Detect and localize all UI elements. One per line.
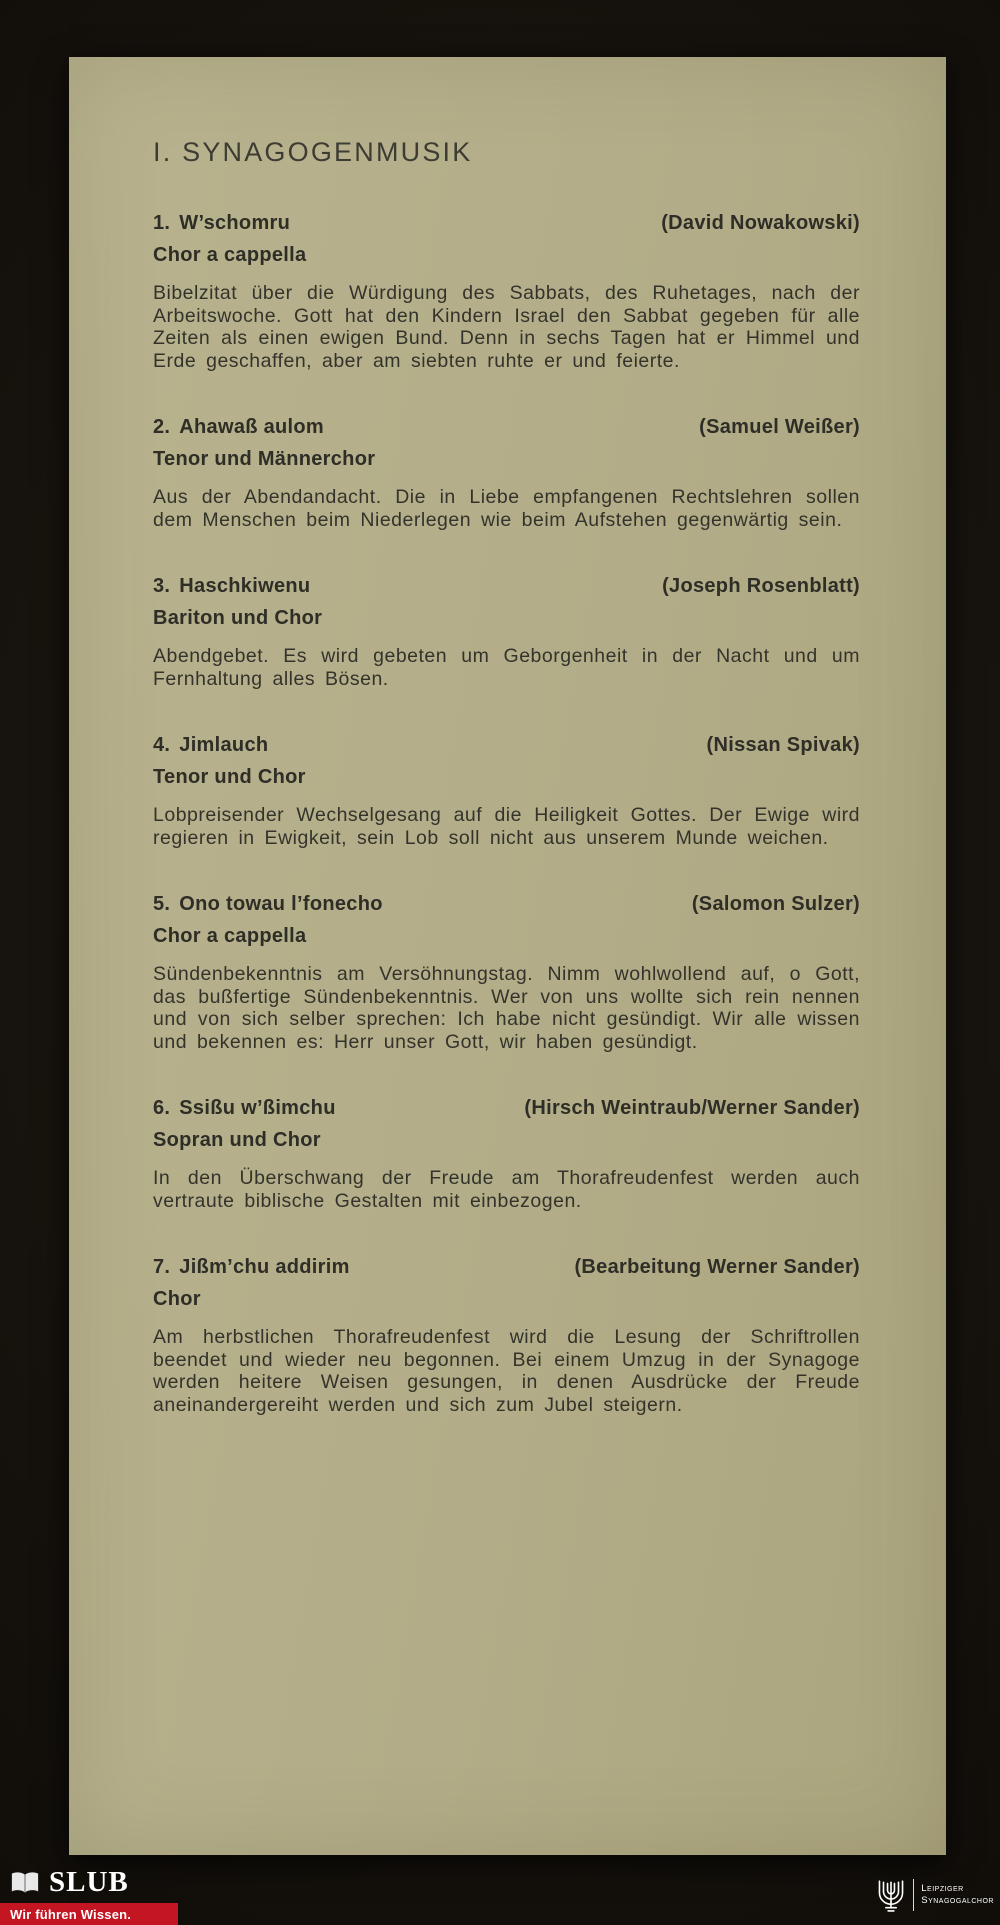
program-item — [153, 416, 860, 531]
item-header — [153, 1097, 860, 1120]
slub-logo — [10, 1866, 129, 1899]
logo-divider — [913, 1879, 914, 1911]
item-title: Ahawaß aulom — [179, 416, 325, 438]
item-header — [153, 416, 860, 439]
item-header — [153, 212, 860, 235]
item-title: Jimlauch — [179, 734, 269, 756]
item-number: 4. — [153, 734, 171, 756]
item-description: Sündenbekenntnis am Versöhnungstag. Nimm wohlwollend auf, o Gott, das bußfertige Sündenbekenntnis. Wer von uns wollte sich rein nennen und von sich selber sprechen: Ich habe nicht gesündigt. Wir alle wissen und bekennen es: Herr unser Gott, wir haben gesündigt. — [153, 963, 860, 1053]
item-description: Bibelzitat über die Würdigung des Sabbats, des Ruhetages, nach der Arbeitswoche. Gott hat den Kindern Israel den Sabbat gegeben für alle Zeiten als einen ewigen Bund. Denn in sechs Tagen hat er Himmel und Erde geschaffen, aber am siebten ruhte er und feierte. — [153, 282, 860, 372]
program-item — [153, 893, 860, 1053]
slub-tagline: Wir führen Wissen. — [10, 1906, 132, 1922]
item-performers: Chor — [153, 1288, 201, 1310]
item-number-title — [153, 212, 290, 235]
item-header — [153, 575, 860, 598]
item-composer: (Nissan Spivak) — [706, 734, 860, 756]
item-description: Abendgebet. Es wird gebeten um Geborgenheit in der Nacht und um Fernhaltung alles Bösen. — [153, 645, 860, 690]
choir-logo — [876, 1877, 994, 1913]
item-number: 7. — [153, 1256, 171, 1278]
program-item — [153, 734, 860, 849]
item-number: 1. — [153, 212, 171, 234]
item-composer: (Salomon Sulzer) — [691, 893, 860, 915]
item-number-title — [153, 416, 324, 439]
item-composer: (Bearbeitung Werner Sander) — [574, 1256, 860, 1278]
program-item — [153, 1256, 860, 1416]
item-description: In den Überschwang der Freude am Thorafreudenfest werden auch vertraute biblische Gestalten mit einbezogen. — [153, 1167, 860, 1212]
page-title: I. SYNAGOGENMUSIK — [153, 137, 473, 167]
item-description: Lobpreisender Wechselgesang auf die Heiligkeit Gottes. Der Ewige wird regieren in Ewigkeit, sein Lob soll nicht aus unserem Munde weichen. — [153, 804, 860, 849]
item-performers: Sopran und Chor — [153, 1129, 321, 1151]
item-performers: Chor a cappella — [153, 925, 307, 947]
choir-name — [921, 1883, 994, 1908]
item-number: 2. — [153, 416, 171, 438]
item-number: 6. — [153, 1097, 171, 1119]
item-performers: Bariton und Chor — [153, 607, 323, 629]
item-number-title — [153, 734, 268, 757]
item-performers: Tenor und Männerchor — [153, 448, 376, 470]
item-number-title — [153, 893, 383, 916]
slub-tagline-bar — [0, 1903, 178, 1925]
slub-wordmark: SLUB — [49, 1866, 129, 1898]
item-description: Aus der Abendandacht. Die in Liebe empfangenen Rechtslehren sollen dem Menschen beim Niederlegen wie beim Aufstehen gegenwärtig sein. — [153, 486, 860, 531]
item-title: Haschkiwenu — [179, 575, 311, 597]
item-title: Ssißu w’ßimchu — [179, 1097, 336, 1119]
item-performers: Tenor und Chor — [153, 766, 306, 788]
program-item — [153, 1097, 860, 1212]
item-title: W’schomru — [179, 212, 291, 234]
program-item — [153, 212, 860, 372]
item-number-title — [153, 575, 310, 598]
item-performers: Chor a cappella — [153, 244, 307, 266]
menorah-icon — [876, 1877, 906, 1913]
item-composer: (Samuel Weißer) — [699, 416, 860, 438]
item-title: Ono towau l’fonecho — [179, 893, 383, 915]
item-header — [153, 734, 860, 757]
choir-name-line1: Leipziger — [921, 1882, 964, 1894]
item-number: 3. — [153, 575, 171, 597]
program-item — [153, 575, 860, 690]
item-description: Am herbstlichen Thorafreudenfest wird die Lesung der Schriftrollen beendet und wieder neu begonnen. Bei einem Umzug in der Synagoge werden heitere Weisen gesungen, in denen Ausdrücke der Freude aneinandergereiht werden und sich zum Jubel steigern. — [153, 1326, 860, 1416]
item-composer: (David Nowakowski) — [661, 212, 860, 234]
item-number: 5. — [153, 893, 171, 915]
item-composer: (Joseph Rosenblatt) — [662, 575, 860, 597]
choir-name-line2: Synagogalchor — [921, 1895, 994, 1906]
item-header — [153, 1256, 860, 1279]
item-composer: (Hirsch Weintraub/Werner Sander) — [524, 1097, 860, 1119]
program-page — [69, 57, 946, 1855]
item-number-title — [153, 1256, 350, 1279]
item-header — [153, 893, 860, 916]
item-title: Jißm’chu addirim — [179, 1256, 350, 1278]
item-number-title — [153, 1097, 336, 1120]
open-book-icon — [10, 1870, 40, 1896]
